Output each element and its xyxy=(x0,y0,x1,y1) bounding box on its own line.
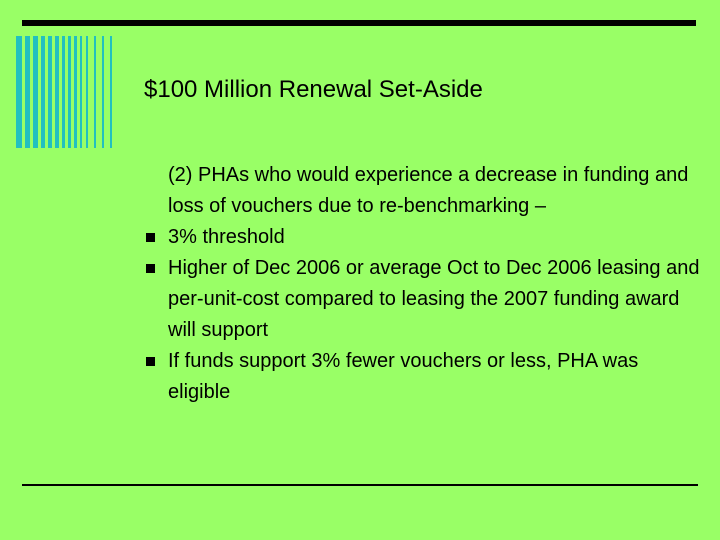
slide-title: $100 Million Renewal Set-Aside xyxy=(144,76,483,103)
bullet-item xyxy=(144,253,704,346)
bullet-text: Higher of Dec 2006 or average Oct to Dec 2006 leasing and per-unit-cost compared to leasing the 2007 funding award will support xyxy=(168,257,700,341)
top-rule xyxy=(22,20,696,26)
slide-body xyxy=(144,160,704,408)
bullet-item xyxy=(144,346,704,408)
intro-paragraph: (2) PHAs who would experience a decrease in funding and loss of vouchers due to re-benchmarking – xyxy=(168,164,689,217)
square-bullet-icon xyxy=(146,264,155,273)
square-bullet-icon xyxy=(146,233,155,242)
bullet-text: 3% threshold xyxy=(168,226,285,248)
square-bullet-icon xyxy=(146,357,155,366)
bullet-item xyxy=(144,222,704,253)
bullet-text: If funds support 3% fewer vouchers or less, PHA was eligible xyxy=(168,350,639,403)
decorative-bars xyxy=(16,36,126,148)
bottom-rule xyxy=(22,484,698,486)
